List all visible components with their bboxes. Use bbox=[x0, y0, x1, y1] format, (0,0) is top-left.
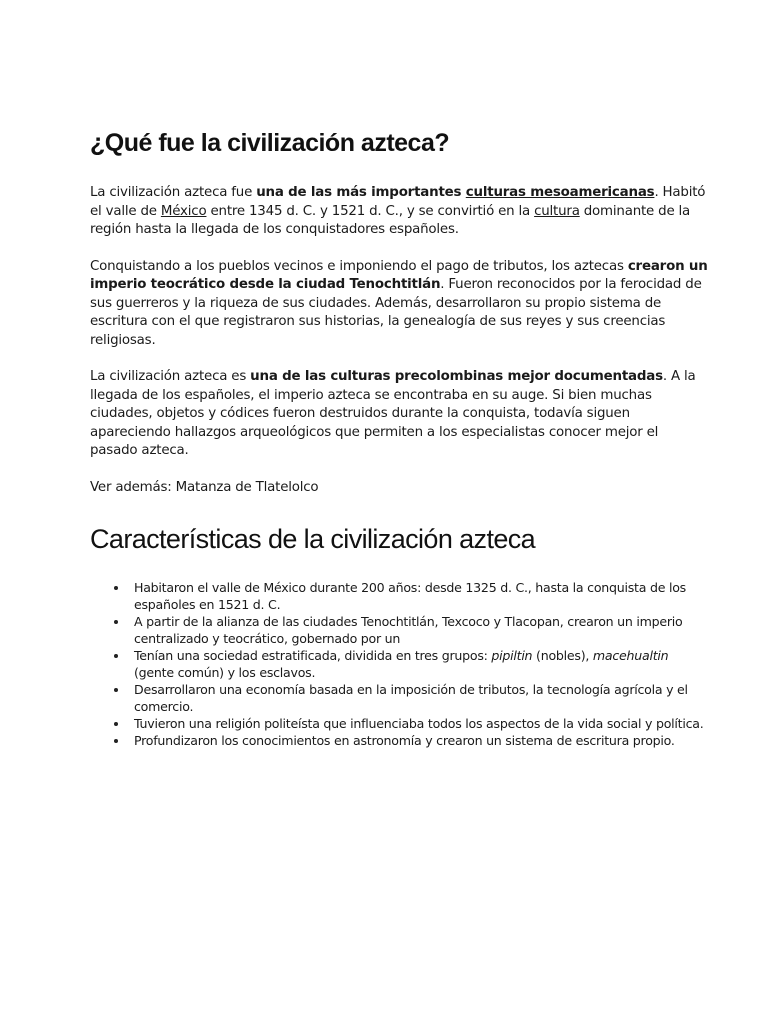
section-heading: Características de la civilización azteca bbox=[90, 524, 536, 554]
link-mexico[interactable]: México bbox=[160, 203, 207, 219]
list-item: Tuvieron una religión politeísta que influenciaba todos los aspectos de la vida social y política. bbox=[134, 715, 708, 732]
list-item: Profundizaron los conocimientos en astronomía y crearon un sistema de escritura propio. bbox=[134, 732, 708, 749]
text-run: . Fueron reconocidos por la ferocidad de sus guerreros y la riqueza de sus ciudades. Además, desarrollaron su propio sistema de escritura con el que registraron sus historias, la genealogía de sus reyes y sus creencias religiosas. bbox=[90, 277, 702, 348]
text-run: . A la llegada de los españoles, el imperio azteca se encontraba en su auge. Si bien muchas ciudades, objetos y códices fueron destruidos durante la conquista, todavía siguen apareciendo hallazgos arqueológicos que permiten a los especialistas conocer mejor el pasado azteca. bbox=[90, 369, 696, 458]
text-run: La civilización azteca es bbox=[90, 369, 251, 384]
bold-phrase: crearon un imperio teocrático desde la ciudad Tenochtitlán bbox=[90, 258, 708, 292]
text-run: dominante de la región hasta la llegada de los conquistadores españoles. bbox=[90, 203, 691, 237]
text-run: La civilización azteca fue bbox=[90, 185, 257, 200]
characteristics-list bbox=[90, 579, 708, 749]
text-run: (nobles), bbox=[532, 648, 593, 664]
italic-term: pipiltin bbox=[491, 648, 533, 664]
text-run: Tenían una sociedad estratificada, dividida en tres grupos: bbox=[134, 648, 492, 664]
intro-paragraph-1 bbox=[90, 184, 708, 240]
intro-paragraph-3 bbox=[90, 368, 708, 461]
intro-paragraph-2 bbox=[90, 258, 708, 351]
list-item: Habitaron el valle de México durante 200 años: desde 1325 d. C., hasta la conquista de los españoles en 1521 d. C. bbox=[134, 579, 708, 613]
text-run: Conquistando a los pueblos vecinos e imponiendo el pago de tributos, los aztecas bbox=[90, 258, 628, 274]
list-item: Desarrollaron una economía basada en la imposición de tributos, la tecnología agrícola y el comercio. bbox=[134, 681, 708, 715]
page-title: ¿Qué fue la civilización azteca? bbox=[90, 129, 450, 157]
link-culturas-mesoamericanas[interactable]: culturas mesoamericanas bbox=[465, 185, 655, 200]
text-run: entre 1345 d. C. y 1521 d. C., y se convirtió en la bbox=[206, 203, 535, 219]
see-also-line: Ver además: Matanza de Tlatelolco bbox=[90, 479, 319, 495]
italic-term: macehualtin bbox=[592, 648, 669, 664]
link-cultura[interactable]: cultura bbox=[534, 203, 580, 219]
bold-phrase: una de las más importantes bbox=[256, 185, 466, 200]
text-run: . Habitó el valle de bbox=[90, 185, 706, 219]
list-item bbox=[134, 647, 708, 681]
text-run: (gente común) y los esclavos. bbox=[134, 665, 316, 681]
bold-phrase: una de las culturas precolombinas mejor documentadas bbox=[250, 369, 663, 384]
list-item: A partir de la alianza de las ciudades Tenochtitlán, Texcoco y Tlacopan, crearon un imperio centralizado y teocrático, gobernado por un bbox=[134, 613, 708, 647]
